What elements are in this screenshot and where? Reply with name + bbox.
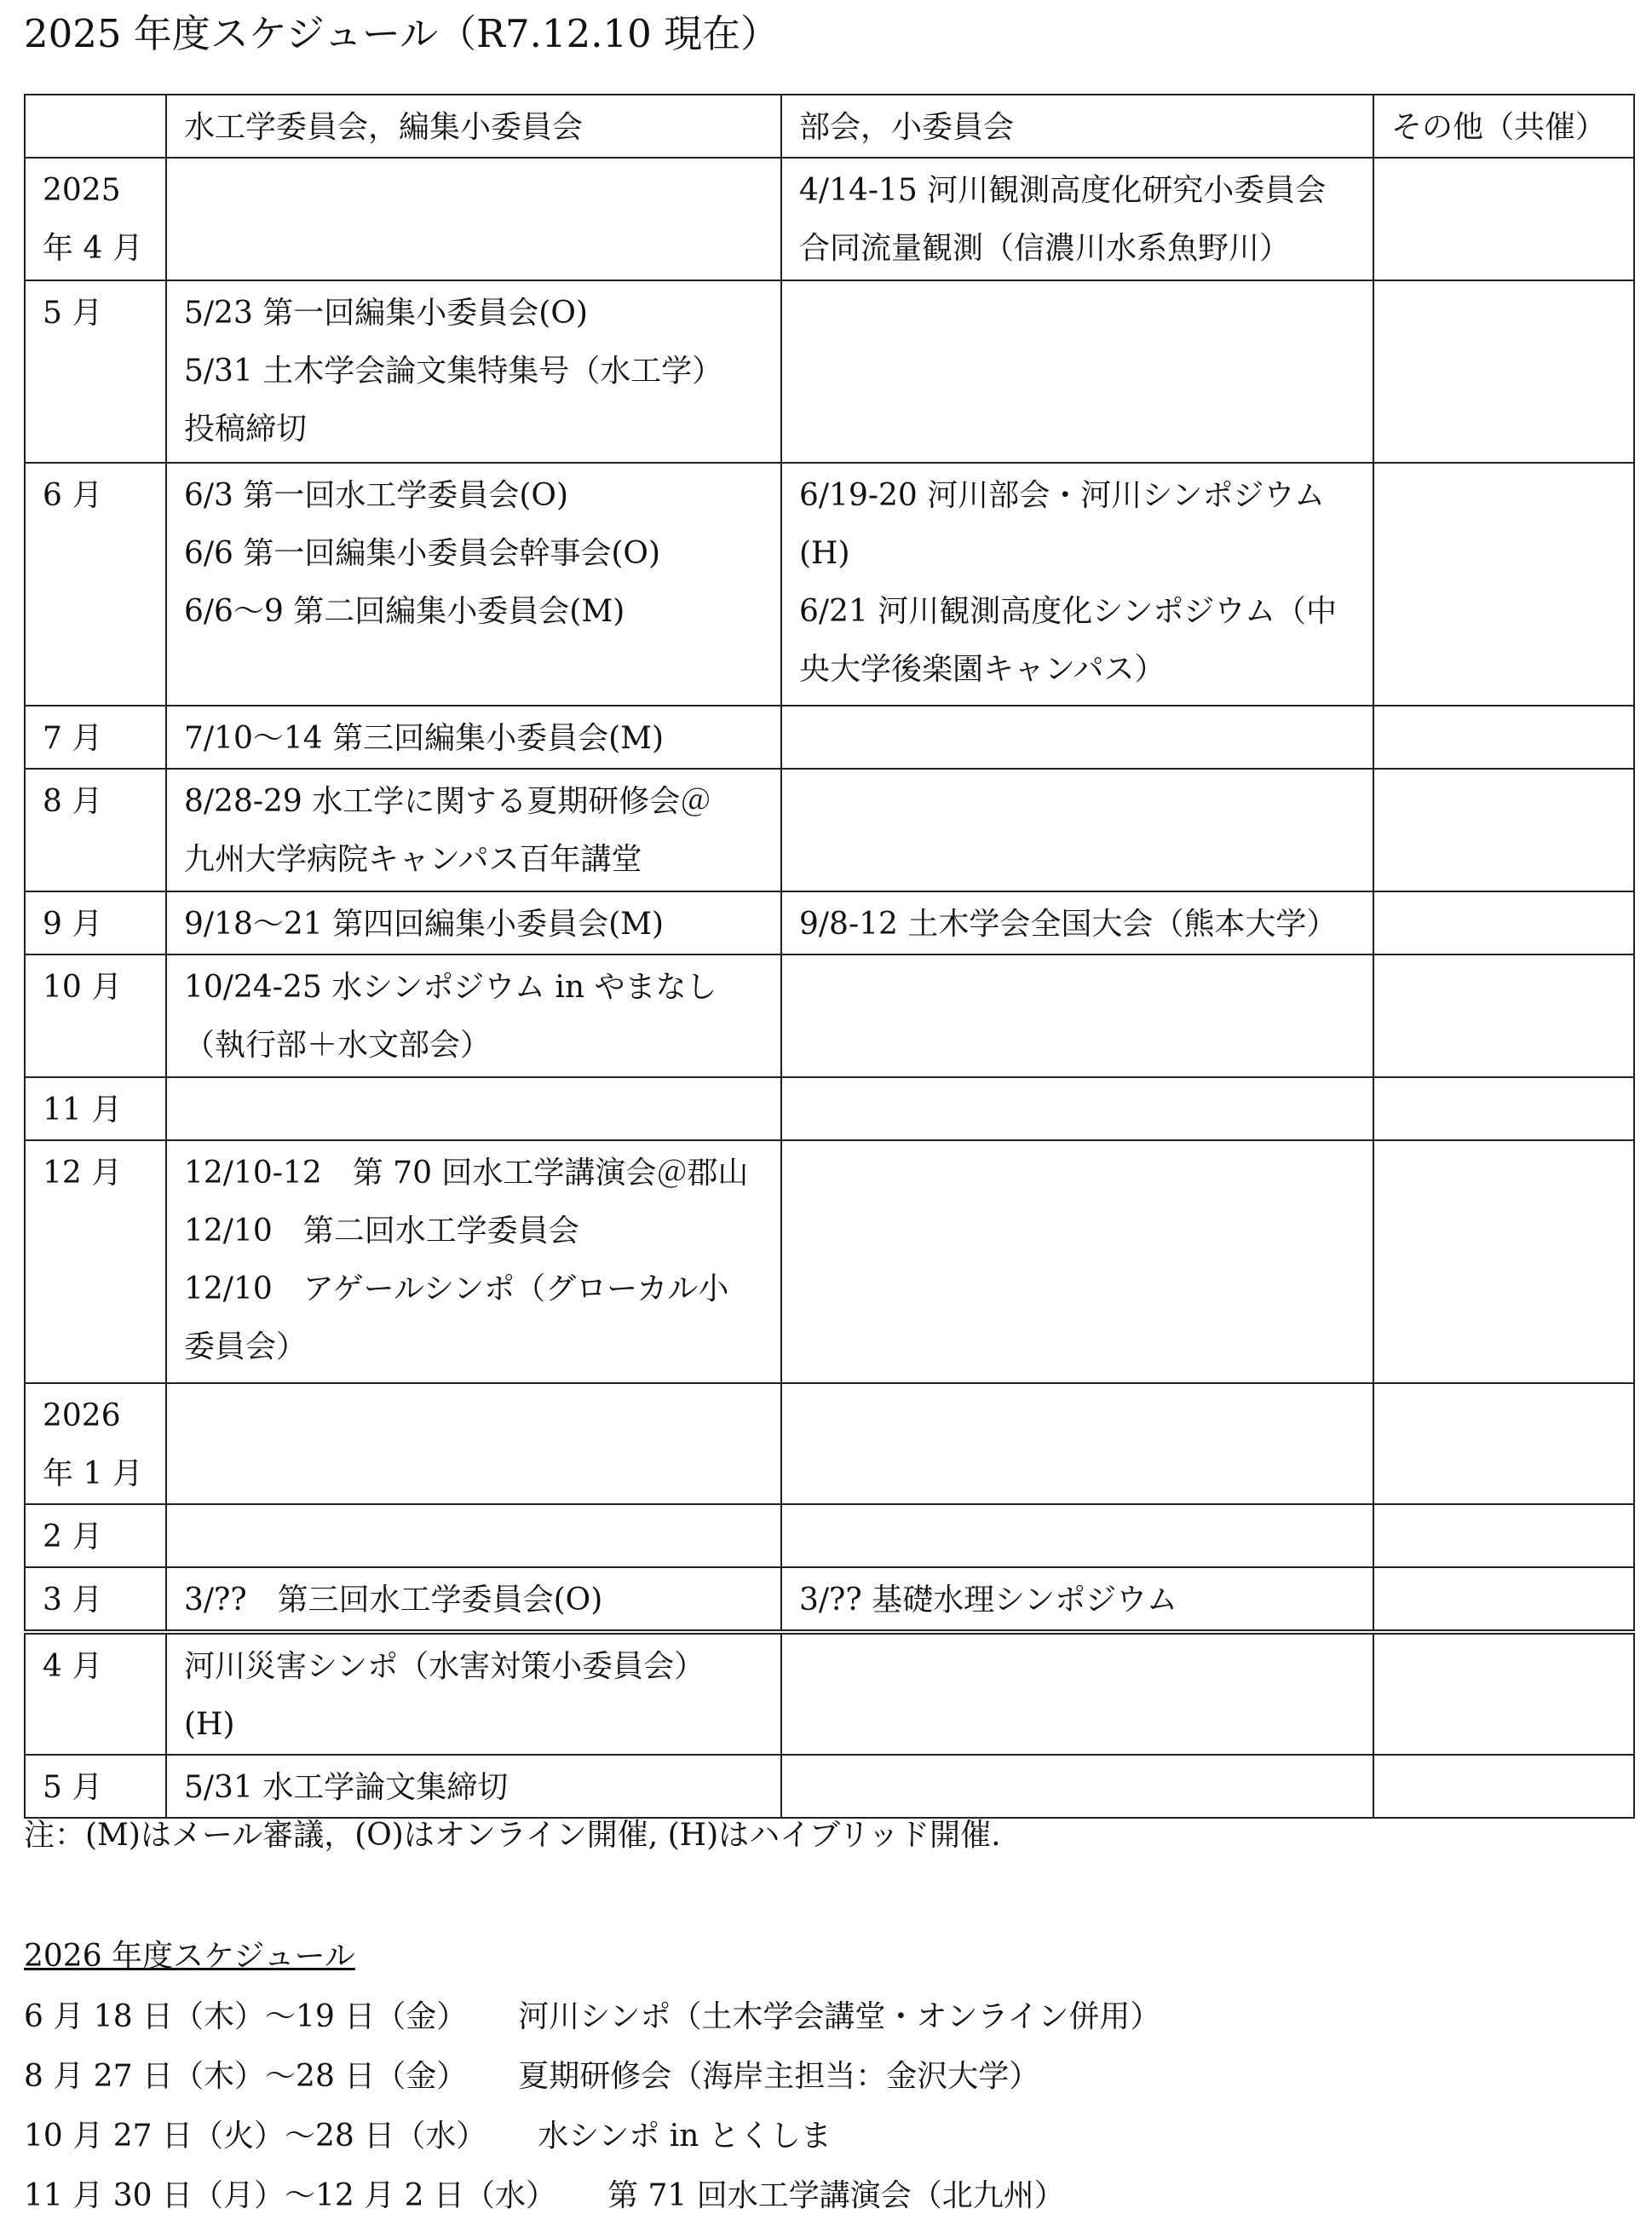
subcommittee-cell	[781, 706, 1373, 769]
committee-cell	[166, 706, 781, 769]
month-cell	[25, 891, 166, 954]
table-row	[25, 954, 1634, 1077]
committee-cell	[166, 463, 781, 706]
event-text: (H)	[799, 536, 850, 571]
other-cell	[1373, 1567, 1634, 1632]
event-text: 央大学後楽園キャンパス）	[799, 652, 1166, 687]
event-text: 5/31 土木学会論文集特集号（水工学）	[184, 354, 723, 389]
event-text: 5/31 水工学論文集締切	[184, 1770, 509, 1805]
event-name: 第 71 回水工学講演会（北九州）	[607, 2178, 1065, 2213]
other-cell	[1373, 1755, 1634, 1818]
committee-cell	[166, 1383, 781, 1504]
month-label: 2026	[43, 1398, 121, 1433]
subcommittee-cell	[781, 1140, 1373, 1383]
month-cell	[25, 769, 166, 891]
table-row	[25, 280, 1634, 463]
subcommittee-cell	[781, 769, 1373, 891]
event-text: 6/3 第一回水工学委員会(O)	[184, 478, 568, 513]
committee-cell	[166, 891, 781, 954]
list-item	[24, 1987, 1160, 2047]
event-date: 11 月 30 日（月）～12 月 2 日（水）	[24, 2178, 556, 2213]
header-month	[25, 95, 166, 158]
event-text: 九州大学病院キャンパス百年講堂	[184, 842, 642, 877]
month-label: 11 月	[43, 1093, 123, 1127]
event-name: 水シンポ in とくしま	[538, 2119, 832, 2154]
committee-cell	[166, 1632, 781, 1755]
other-cell	[1373, 769, 1634, 891]
event-text: 3/?? 基礎水理シンポジウム	[799, 1583, 1177, 1618]
table-row	[25, 463, 1634, 706]
event-text: 投稿締切	[184, 412, 308, 447]
table-row	[25, 891, 1634, 954]
month-cell	[25, 954, 166, 1077]
month-label: 10 月	[43, 970, 123, 1005]
subcommittee-cell	[781, 1383, 1373, 1504]
committee-cell	[166, 1140, 781, 1383]
event-text: (H)	[184, 1707, 235, 1742]
month-label: 2025	[43, 173, 121, 208]
month-label: 4 月	[43, 1649, 103, 1684]
event-date: 10 月 27 日（火）～28 日（水）	[24, 2119, 487, 2154]
table-row	[25, 1567, 1634, 1632]
footnote: 注：(M)はメール審議，(O)はオンライン開催, (H)はハイブリッド開催.	[24, 1818, 1001, 1853]
month-cell	[25, 280, 166, 463]
page-title: 2025 年度スケジュール（R7.12.10 現在）	[24, 11, 780, 56]
subcommittee-cell	[781, 1632, 1373, 1755]
event-text: 7/10～14 第三回編集小委員会(M)	[184, 721, 665, 756]
table-row	[25, 1632, 1634, 1755]
other-cell	[1373, 706, 1634, 769]
committee-cell	[166, 1567, 781, 1632]
event-text: 3/?? 第三回水工学委員会(O)	[184, 1583, 603, 1618]
event-text: 12/10 アゲールシンポ（グローカル小	[184, 1272, 729, 1306]
month-label: 年 4 月	[43, 231, 143, 266]
subcommittee-cell	[781, 463, 1373, 706]
table-row	[25, 1077, 1634, 1140]
event-date: 8 月 27 日（木）～28 日（金）	[24, 2059, 468, 2094]
month-cell	[25, 706, 166, 769]
table-row	[25, 706, 1634, 769]
month-cell	[25, 463, 166, 706]
subcommittee-cell	[781, 158, 1373, 280]
list-item	[24, 2047, 1160, 2107]
schedule-table	[24, 94, 1635, 1819]
event-text: 6/19-20 河川部会・河川シンポジウム	[799, 478, 1325, 513]
month-label: 12 月	[43, 1156, 123, 1191]
month-label: 6 月	[43, 478, 103, 513]
header-committee: 水工学委員会，編集小委員会	[166, 95, 781, 158]
subcommittee-cell	[781, 1077, 1373, 1140]
other-cell	[1373, 1383, 1634, 1504]
table-row	[25, 1140, 1634, 1383]
month-cell	[25, 158, 166, 280]
month-cell	[25, 1567, 166, 1632]
table-row	[25, 1504, 1634, 1567]
event-text: 委員会）	[184, 1329, 308, 1364]
table-row	[25, 158, 1634, 280]
other-cell	[1373, 1632, 1634, 1755]
month-label: 8 月	[43, 784, 103, 819]
month-cell	[25, 1140, 166, 1383]
event-text: 9/8-12 土木学会全国大会（熊本大学）	[799, 907, 1338, 942]
committee-cell	[166, 1504, 781, 1567]
other-cell	[1373, 954, 1634, 1077]
event-name: 河川シンポ（土木学会講堂・オンライン併用）	[518, 1999, 1161, 2034]
month-label: 7 月	[43, 721, 103, 756]
month-label: 年 1 月	[43, 1456, 143, 1491]
committee-cell	[166, 769, 781, 891]
subcommittee-cell	[781, 1567, 1373, 1632]
event-text: 河川災害シンポ（水害対策小委員会）	[184, 1649, 705, 1684]
other-cell	[1373, 891, 1634, 954]
next-year-list	[24, 1987, 1160, 2226]
subcommittee-cell	[781, 954, 1373, 1077]
event-text: 12/10-12 第 70 回水工学講演会＠郡山	[184, 1156, 749, 1191]
subcommittee-cell	[781, 280, 1373, 463]
month-label: 9 月	[43, 907, 103, 942]
month-cell	[25, 1632, 166, 1755]
committee-cell	[166, 158, 781, 280]
event-text: 5/23 第一回編集小委員会(O)	[184, 296, 588, 331]
header-subcommittee: 部会，小委員会	[781, 95, 1373, 158]
event-text: （執行部＋水文部会）	[184, 1028, 492, 1063]
list-item	[24, 2107, 1160, 2166]
other-cell	[1373, 1504, 1634, 1567]
other-cell	[1373, 280, 1634, 463]
table-row	[25, 1383, 1634, 1504]
subcommittee-cell	[781, 1504, 1373, 1567]
subcommittee-cell	[781, 891, 1373, 954]
other-cell	[1373, 1140, 1634, 1383]
header-other: その他（共催）	[1373, 95, 1634, 158]
committee-cell	[166, 280, 781, 463]
month-cell	[25, 1504, 166, 1567]
event-text: 4/14-15 河川観測高度化研究小委員会	[799, 173, 1327, 208]
table-header-row	[25, 95, 1634, 158]
event-text: 10/24-25 水シンポジウム in やまなし	[184, 970, 717, 1005]
committee-cell	[166, 954, 781, 1077]
table-row	[25, 769, 1634, 891]
event-text: 合同流量観測（信濃川水系魚野川）	[799, 231, 1291, 266]
event-text: 6/6 第一回編集小委員会幹事会(O)	[184, 536, 660, 571]
event-name: 夏期研修会（海岸主担当：金沢大学）	[518, 2059, 1040, 2094]
committee-cell	[166, 1077, 781, 1140]
other-cell	[1373, 463, 1634, 706]
month-cell	[25, 1383, 166, 1504]
month-label: 3 月	[43, 1583, 103, 1618]
month-label: 5 月	[43, 1770, 103, 1805]
event-text: 8/28-29 水工学に関する夏期研修会＠	[184, 784, 711, 819]
event-date: 6 月 18 日（木）～19 日（金）	[24, 1999, 468, 2034]
event-text: 6/21 河川観測高度化シンポジウム（中	[799, 594, 1338, 629]
other-cell	[1373, 158, 1634, 280]
month-cell	[25, 1077, 166, 1140]
month-label: 2 月	[43, 1520, 103, 1554]
event-text: 12/10 第二回水工学委員会	[184, 1214, 579, 1249]
other-cell	[1373, 1077, 1634, 1140]
event-text: 9/18～21 第四回編集小委員会(M)	[184, 907, 665, 942]
list-item	[24, 2166, 1160, 2226]
month-label: 5 月	[43, 296, 103, 331]
next-year-heading: 2026 年度スケジュール	[24, 1939, 355, 1974]
event-text: 6/6～9 第二回編集小委員会(M)	[184, 594, 625, 629]
